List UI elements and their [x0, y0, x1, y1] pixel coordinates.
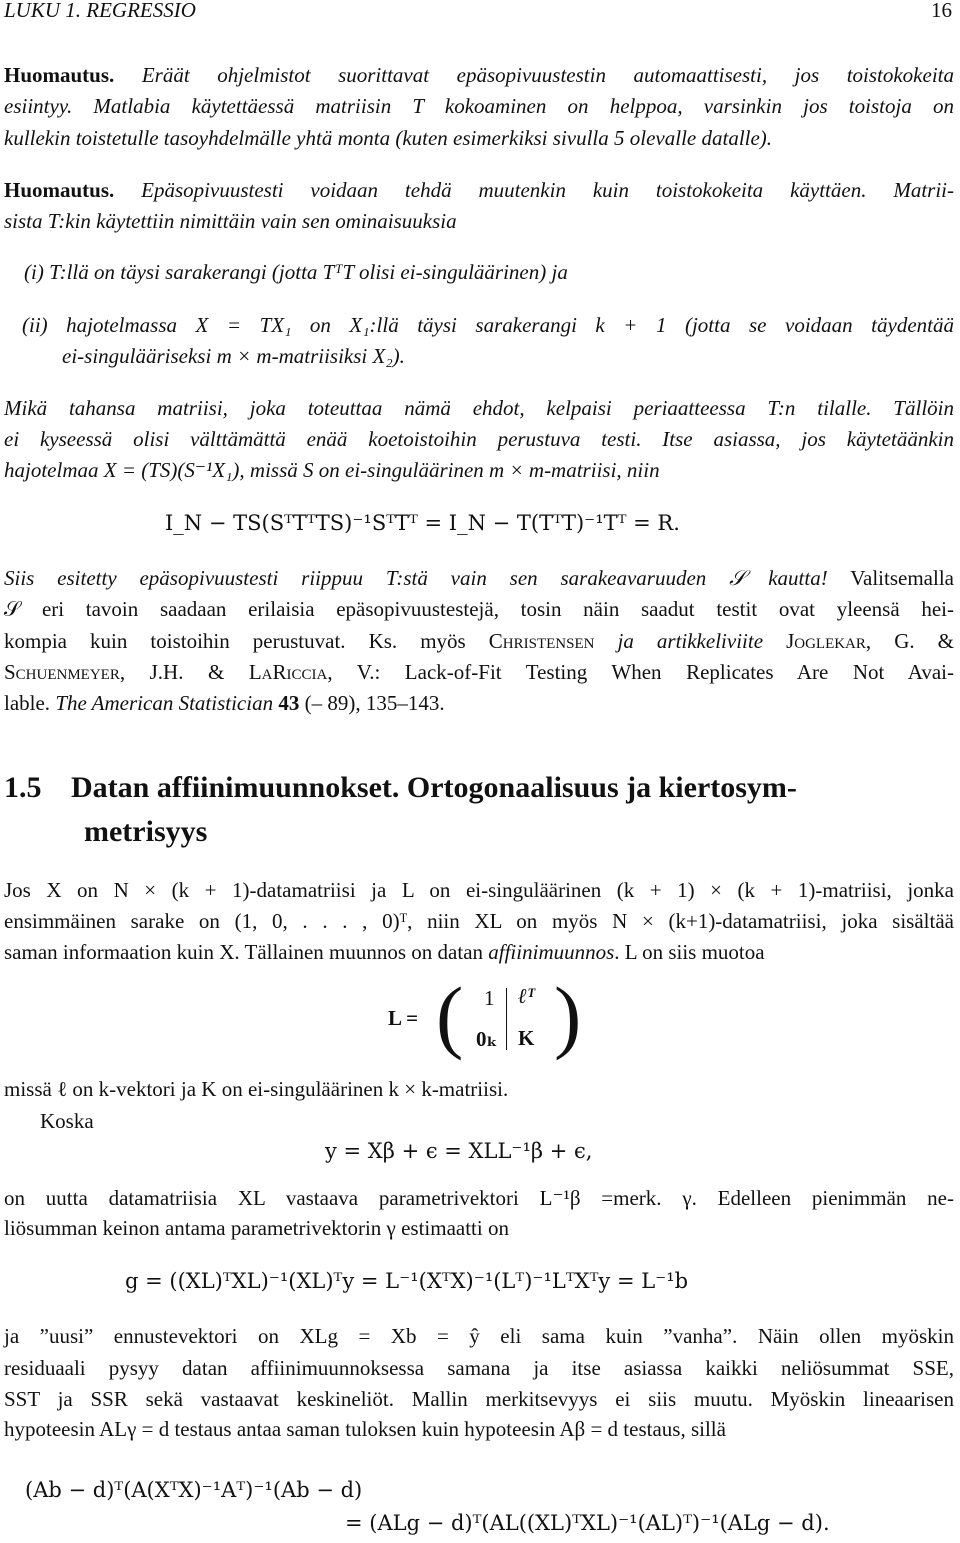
- para6-line4: hypoteesin ALγ = d testaus antaa saman tuloksen kuin hypoteesin Aβ = d testaus, sillä: [4, 1417, 726, 1441]
- matrix-cell-11: 1: [484, 986, 495, 1010]
- remark2-text: Epäsopivuustesti voidaan tehdä muutenkin kuin toistokokeita käyttäen. Matrii-: [141, 178, 954, 202]
- section-heading: [4, 768, 797, 808]
- para2-italic-text: Siis esitetty epäsopivuustesti riippuu T:stä vain sen sarakeavaruuden 𝒮 kautta!: [4, 566, 828, 590]
- matrix-vertical-rule: [506, 988, 507, 1050]
- author-schuenmeyer: Schuenmeyer: [4, 660, 120, 684]
- para4-line1: missä ℓ on k-vektori ja K on ei-singuläärinen k × k-matriisi.: [4, 1077, 509, 1101]
- para2-text: , J.H. &: [119, 660, 225, 684]
- block-matrix-L: [388, 970, 608, 1068]
- para2-italic-text: ja artikkeliviite: [617, 629, 764, 653]
- para2-text: , V.: Lack-of-Fit Testing When Replicates Are Not Avai-: [327, 660, 955, 684]
- author-joglekar: Joglekar: [786, 629, 866, 653]
- remark2-line1: [4, 175, 954, 205]
- journal-name: The American Statistician: [55, 691, 274, 715]
- para3-text: saman informaation kuin X. Tällainen muunnos on datan: [4, 940, 484, 964]
- author-lariccia: LaRiccia: [248, 660, 328, 684]
- remark1-line3: kullekin toistetulle tasoyhdelmälle yhtä monta (kuten esimerkiksi sivulla 5 olevalle datalle).: [4, 126, 773, 150]
- running-header-chapter: LUKU 1. REGRESSIO: [4, 0, 196, 22]
- remark1-line1: [4, 60, 954, 90]
- section-title-continued: metrisyys: [84, 815, 208, 848]
- page-number: 16: [931, 0, 952, 22]
- equation-residual-projection: I_N − TS(SᵀTᵀTS)⁻¹SᵀTᵀ = I_N − T(TᵀT)⁻¹Tᵀ = R.: [165, 511, 680, 535]
- matrix-right-paren: ): [554, 970, 582, 1061]
- para2-line5: [4, 688, 954, 718]
- author-christensen: Christensen: [488, 629, 595, 653]
- equation-hypothesis-line1: (Ab − d)ᵀ(A(XᵀX)⁻¹Aᵀ)⁻¹(Ab − d): [25, 1478, 363, 1502]
- para2-line2: 𝒮 eri tavoin saadaan erilaisia epäsopivuustestejä, tosin näin saadut testit ovat yleensä hei-: [4, 597, 954, 621]
- para5-line1: on uutta datamatriisia XL vastaava parametrivektori L⁻¹β =merk. γ. Edelleen pienimmän ne-: [4, 1186, 954, 1210]
- matrix-cell-22: K: [518, 1026, 535, 1050]
- para5-line2: liösumman keinon antama parametrivektorin γ estimaatti on: [4, 1216, 509, 1240]
- para2-text: , G. &: [865, 629, 954, 653]
- citation-pages: (– 89), 135–143.: [304, 691, 445, 715]
- para2-line3: [4, 626, 954, 656]
- para1-line2: ei kyseessä olisi välttämättä enää koetoistoihin perustuva testi. Itse asiassa, jos käytetäänkin: [4, 427, 954, 451]
- para3-text: . L on siis muotoa: [614, 940, 765, 964]
- equation-gamma-estimate: g = ((XL)ᵀXL)⁻¹(XL)ᵀy = L⁻¹(XᵀX)⁻¹(Lᵀ)⁻¹LᵀXᵀy = L⁻¹b: [125, 1269, 689, 1293]
- para6-line1: ja ”uusi” ennustevektori on XLg = Xb = ŷ eli sama kuin ”vanha”. Näin ollen myöskin: [4, 1324, 954, 1348]
- equation-model-transform: y = Xβ + ϵ = XLL⁻¹β + ϵ,: [325, 1139, 593, 1163]
- list-item-ii-cont: ei-singulääriseksi m × m-matriisiksi X₂).: [62, 344, 405, 368]
- list-item-ii: (ii) hajotelmassa X = TX₁ on X₁:llä täysi sarakerangi k + 1 (jotta se voidaan täydentää: [22, 313, 954, 337]
- para4-line2: Koska: [40, 1109, 94, 1133]
- para1-line3: hajotelmaa X = (TS)(S⁻¹X₁), missä S on ei-singuläärinen m × m-matriisi, niin: [4, 458, 660, 482]
- journal-volume: 43: [278, 691, 300, 715]
- matrix-cell-21: 0ₖ: [476, 1027, 498, 1051]
- remark2-line2: sista T:kin käytettiin nimittäin vain sen ominaisuuksia: [4, 209, 457, 233]
- matrix-left-paren: (: [436, 970, 464, 1061]
- remark1-text: Eräät ohjelmistot suorittavat epäsopivuustestin automaattisesti, jos toistokokeita: [141, 63, 954, 87]
- matrix-lhs: L =: [388, 1006, 419, 1030]
- matrix-cell-12: ℓᵀ: [518, 984, 535, 1008]
- para1-line1: Mikä tahansa matriisi, joka toteuttaa nämä ehdot, kelpaisi periaatteessa T:n tilalle. Tällöin: [4, 396, 954, 420]
- para3-line1: Jos X on N × (k + 1)-datamatriisi ja L on ei-singuläärinen (k + 1) × (k + 1)-matriisi, jonka: [4, 878, 954, 902]
- para6-line3: SST ja SSR sekä vastaavat keskineliöt. Mallin merkitsevyys ei siis muutu. Myöskin lineaarisen: [4, 1387, 954, 1411]
- remark-label: Huomautus.: [4, 178, 115, 202]
- para2-line4: [4, 657, 954, 687]
- term-affine-transform: affiinimuunnos: [488, 940, 615, 964]
- remark1-line2: esiintyy. Matlabia käytettäessä matriisin T kokoaminen on helppoa, varsinkin jos toistoja on: [4, 94, 954, 118]
- para6-line2: residuaali pysyy datan affiinimuunnoksessa samana ja itse asiassa kaikki neliösummat SSE,: [4, 1356, 954, 1380]
- para2-text: kompia kuin toistoihin perustuvat. Ks. myös: [4, 629, 466, 653]
- list-item-i: (i) T:llä on täysi sarakerangi (jotta TᵀT olisi ei-singuläärinen) ja: [24, 260, 568, 284]
- para3-line2: ensimmäinen sarake on (1, 0, . . . , 0)ᵀ, niin XL on myös N × (k+1)-datamatriisi, joka sisältää: [4, 909, 954, 933]
- para2-text: lable.: [4, 691, 51, 715]
- para2-text: Valitsemalla: [850, 566, 954, 590]
- remark-label: Huomautus.: [4, 63, 115, 87]
- section-title: Datan affiinimuunnokset. Ortogonaalisuus ja kiertosym-: [71, 771, 797, 804]
- equation-hypothesis-line2: = (ALg − d)ᵀ(AL((XL)ᵀXL)⁻¹(AL)ᵀ)⁻¹(ALg − d).: [345, 1511, 830, 1535]
- section-number: 1.5: [4, 771, 42, 804]
- para2-line1: [4, 563, 954, 593]
- para3-line3: [4, 937, 954, 967]
